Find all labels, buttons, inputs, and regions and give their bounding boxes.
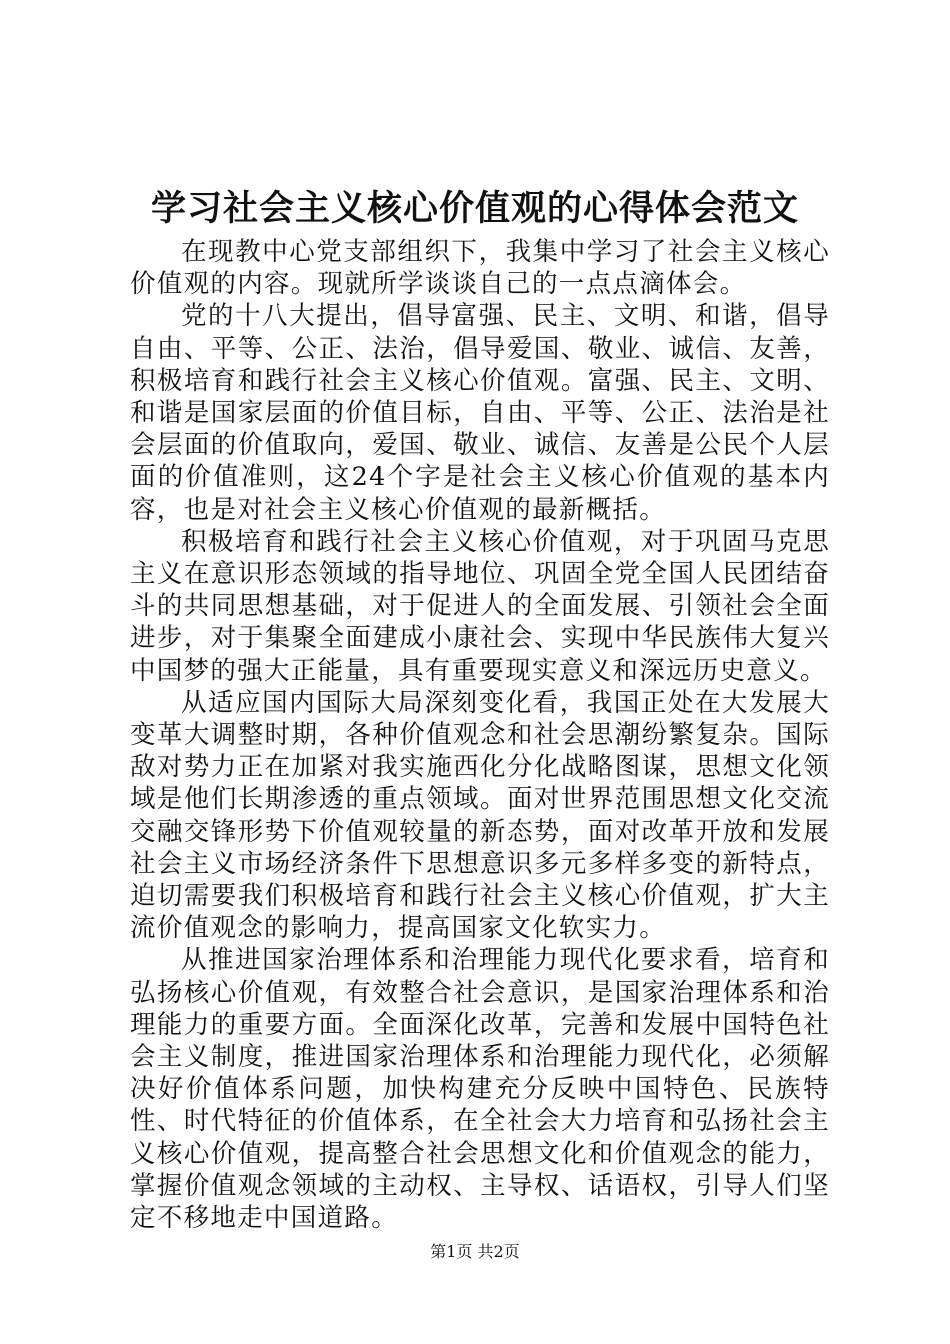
paragraph-2: 党的十八大提出，倡导富强、民主、文明、和谐，倡导自由、平等、公正、法治，倡导爱国、敬业、诚信、友善，积极培育和践行社会主义核心价值观。富强、民主、文明、和谐是国家层面的价值目标，自由、平等、公正、法治是社会层面的价值取向，爱国、敬业、诚信、友善是公民个人层面的价值准则，这24个字是社会主义核心价值观的基本内容，也是对社会主义核心价值观的最新概括。 bbox=[130, 301, 830, 525]
paragraph-4: 从适应国内国际大局深刻变化看，我国正处在大发展大变革大调整时期，各种价值观念和社会思潮纷繁复杂。国际敌对势力正在加紧对我实施西化分化战略图谋，思想文化领域是他们长期渗透的重点领域。面对世界范围思想文化交流交融交锋形势下价值观较量的新态势，面对改革开放和发展社会主义市场经济条件下思想意识多元多样多变的新特点，迫切需要我们积极培育和践行社会主义核心价值观，扩大主流价值观念的影响力，提高国家文化软实力。 bbox=[130, 687, 830, 944]
document-body bbox=[130, 236, 830, 1234]
paragraph-1: 在现教中心党支部组织下，我集中学习了社会主义核心价值观的内容。现就所学谈谈自己的一点点滴体会。 bbox=[130, 237, 830, 300]
page-footer: 第1页 共2页 bbox=[430, 1242, 520, 1261]
document-title: 学习社会主义核心价值观的心得体会范文 bbox=[150, 188, 799, 229]
paragraph-5: 从推进国家治理体系和治理能力现代化要求看，培育和弘扬核心价值观，有效整合社会意识，是国家治理体系和治理能力的重要方面。全面深化改革，完善和发展中国特色社会主义制度，推进国家治理体系和治理能力现代化，必须解决好价值体系问题，加快构建充分反映中国特色、民族特性、时代特征的价值体系，在全社会大力培育和弘扬社会主义核心价值观，提高整合社会思想文化和价值观念的能力，掌握价值观念领域的主动权、主导权、话语权，引导人们坚定不移地走中国道路。 bbox=[130, 945, 830, 1234]
paragraph-3: 积极培育和践行社会主义核心价值观，对于巩固马克思主义在意识形态领域的指导地位、巩固全党全国人民团结奋斗的共同思想基础，对于促进人的全面发展、引领社会全面进步，对于集聚全面建成小康社会、实现中华民族伟大复兴中国梦的强大正能量，具有重要现实意义和深远历史意义。 bbox=[130, 526, 830, 686]
